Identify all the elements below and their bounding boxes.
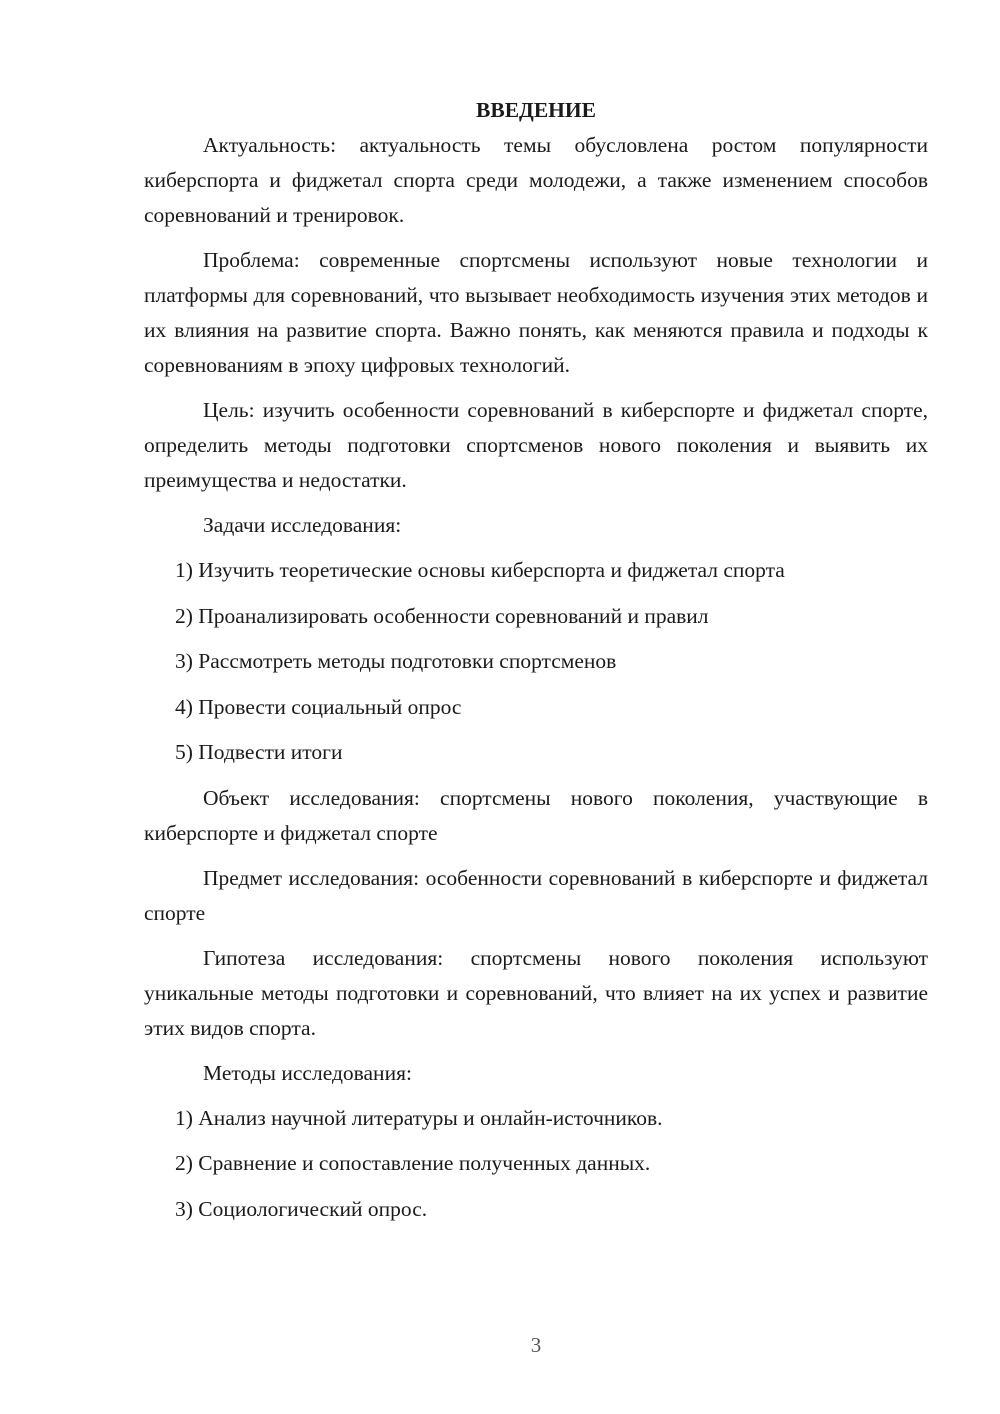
document-page bbox=[144, 93, 928, 1237]
task-item: 3) Рассмотреть методы подготовки спортсменов bbox=[175, 649, 617, 673]
task-item: 1) Изучить теоретические основы киберспорта и фиджетал спорта bbox=[175, 558, 785, 582]
subject-paragraph: Предмет исследования: особенности соревнований в киберспорте и фиджетал спорте bbox=[144, 865, 928, 925]
tasks-heading: Задачи исследования: bbox=[203, 513, 402, 537]
section-title: ВВЕДЕНИЕ bbox=[476, 98, 596, 122]
methods-heading: Методы исследования: bbox=[203, 1060, 412, 1085]
method-item: 2) Сравнение и сопоставление полученных данных. bbox=[175, 1151, 651, 1175]
hypothesis-paragraph: Гипотеза исследования: спортсмены нового поколения используют уникальные методы подготовки и соревнований, что влияет на их успех и развитие этих видов спорта. bbox=[144, 945, 928, 1040]
problem-paragraph: Проблема: современные спортсмены используют новые технологии и платформы для соревнований, что вызывает необходимость изучения этих методов и их влияния на развитие спорта. Важно понять, как меняются правила и подходы к соревнованиям в эпоху цифровых технологий. bbox=[144, 248, 928, 377]
goal-paragraph: Цель: изучить особенности соревнований в киберспорте и фиджетал спорте, определить методы подготовки спортсменов нового поколения и выявить их преимущества и недостатки. bbox=[144, 398, 928, 492]
object-paragraph: Объект исследования: спортсмены нового поколения, участвующие в киберспорте и фиджетал спорте bbox=[144, 785, 928, 845]
task-item: 4) Провести социальный опрос bbox=[175, 694, 462, 719]
page-number: 3 bbox=[530, 1333, 542, 1357]
task-item: 5) Подвести итоги bbox=[175, 740, 343, 764]
task-item: 2) Проанализировать особенности соревнований и правил bbox=[175, 603, 709, 628]
method-item: 1) Анализ научной литературы и онлайн-источников. bbox=[175, 1105, 663, 1130]
relevance-paragraph: Актуальность: актуальность темы обусловлена ростом популярности киберспорта и фиджетал спорта среди молодежи, а также изменением способов соревнований и тренировок. bbox=[144, 133, 928, 227]
method-item: 3) Социологический опрос. bbox=[175, 1196, 428, 1221]
